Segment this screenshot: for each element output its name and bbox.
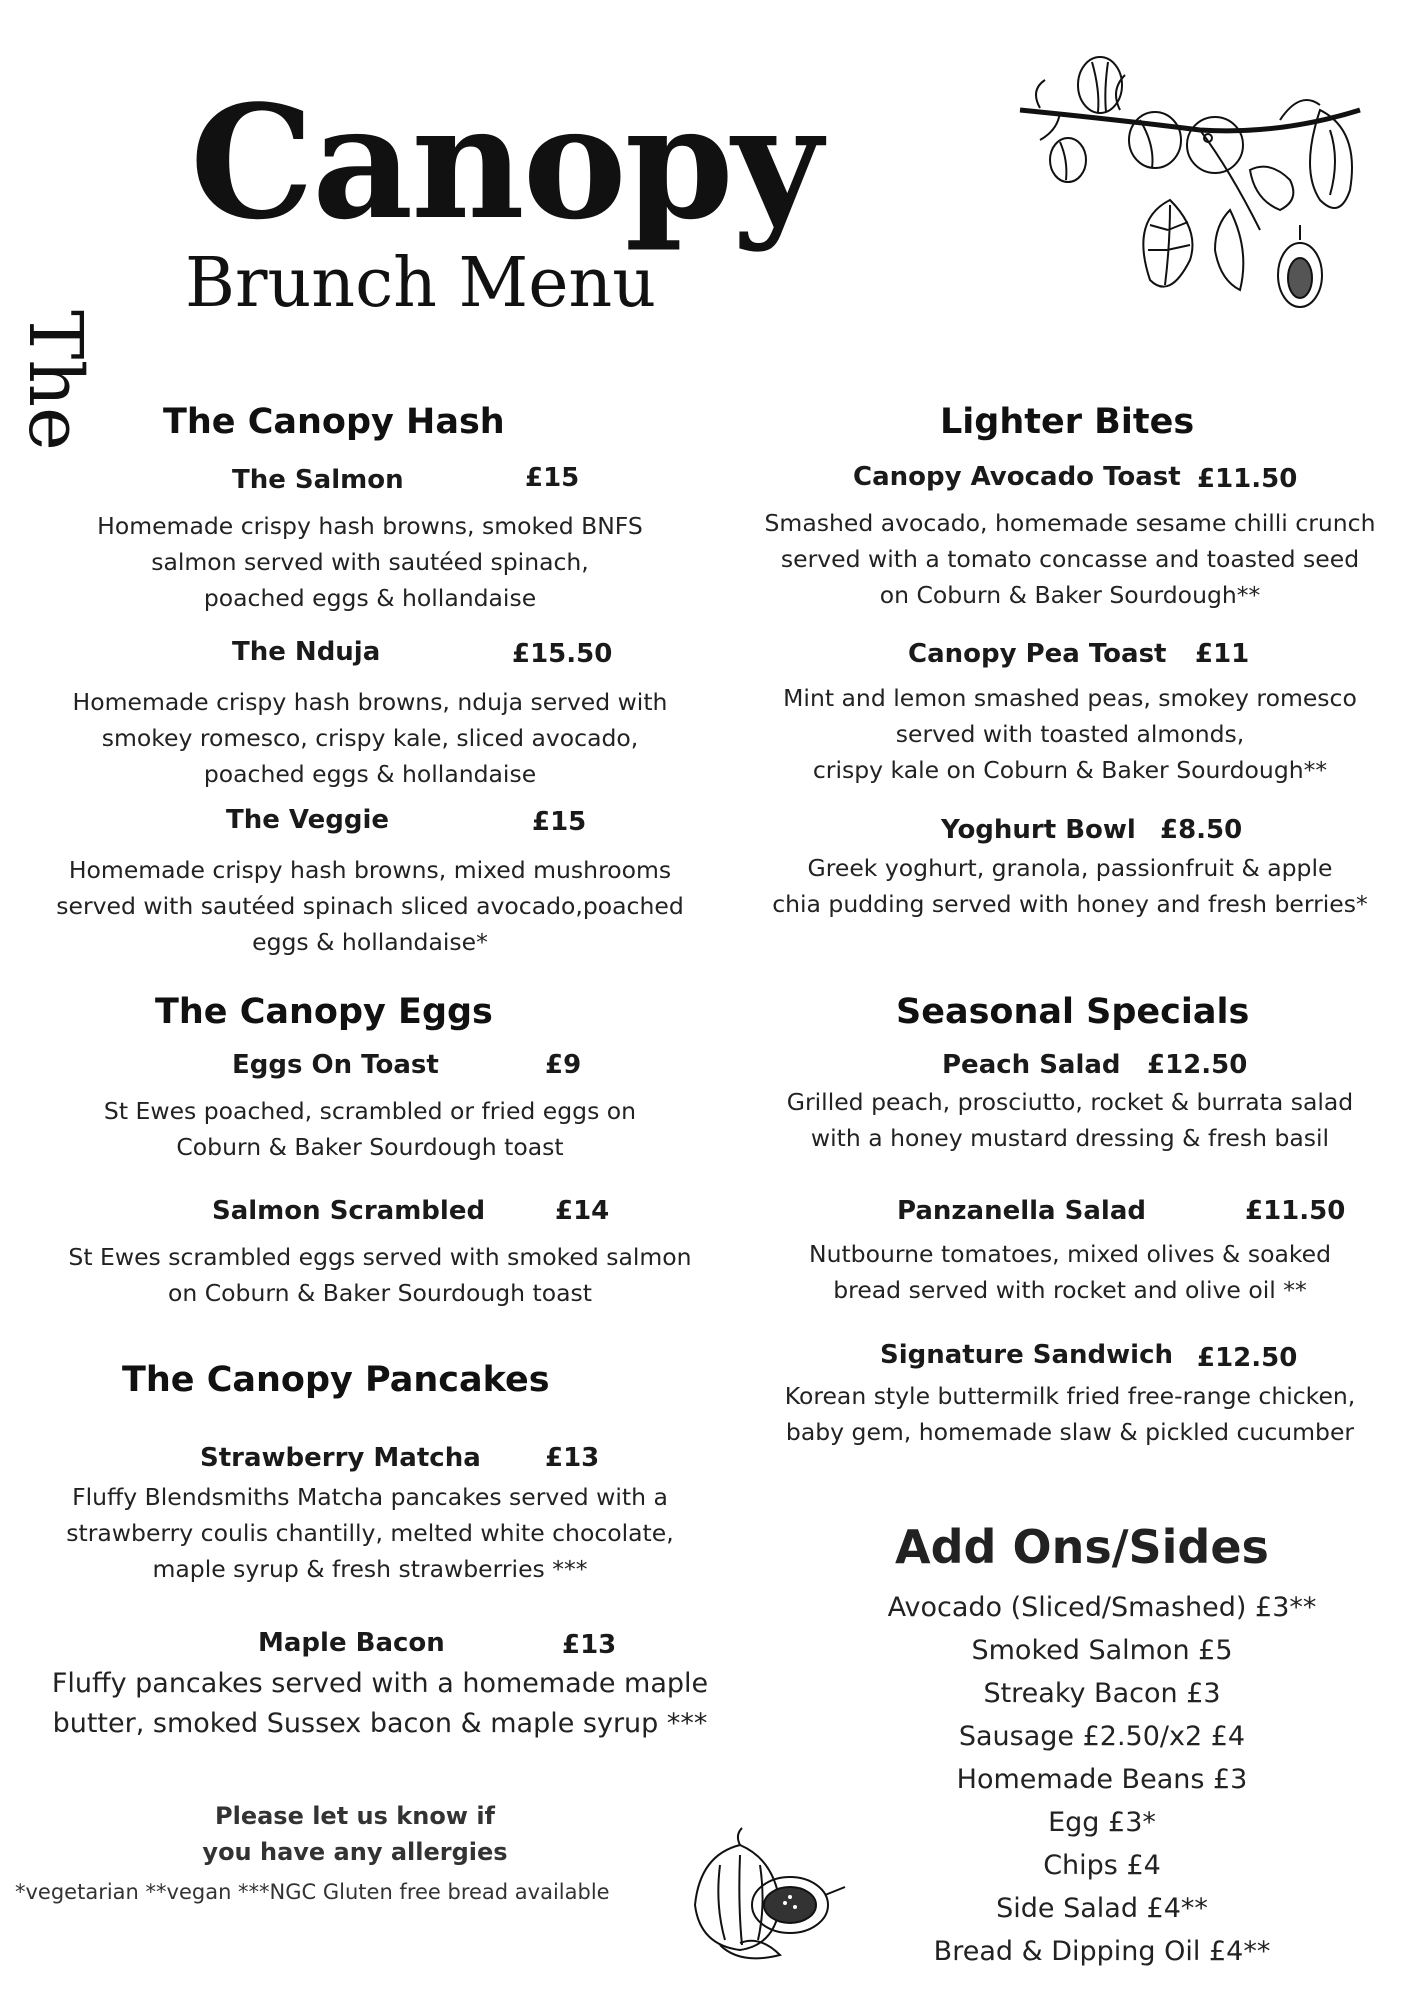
menu-item-desc: Homemade crispy hash browns, smoked BNFS salmon served with sautéed spinach, poached eggs & hollandaise [97,512,643,612]
menu-item-desc: Greek yoghurt, granola, passionfruit & apple chia pudding served with honey and fresh berries* [772,854,1368,918]
addon-item: Streaky Bacon £3 [983,1678,1221,1709]
menu-item-name: Salmon Scrambled [212,1196,486,1226]
menu-item-price: £11.50 [1245,1196,1346,1226]
menu-item-desc: Smashed avocado, homemade sesame chilli crunch served with a tomato concasse and toasted seed on Coburn & Baker Sourdough** [764,509,1376,609]
menu-item-price: £9 [545,1050,582,1080]
menu-item-desc: Fluffy Blendsmiths Matcha pancakes served with a strawberry coulis chantilly, melted white chocolate, maple syrup & fresh strawberries *** [66,1483,674,1583]
menu-item-desc: Fluffy pancakes served with a homemade maple butter, smoked Sussex bacon & maple syrup *** [51,1668,709,1739]
addon-item: Egg £3* [1048,1807,1156,1838]
menu-item-price: £13 [562,1630,617,1660]
title-the: The [12,310,98,451]
menu-item-desc: Mint and lemon smashed peas, smokey romesco served with toasted almonds, crispy kale on Coburn & Baker Sourdough** [783,684,1357,784]
addon-item: Side Salad £4** [996,1893,1208,1924]
addon-item: Homemade Beans £3 [956,1764,1248,1795]
menu-item-price: £15 [532,807,587,837]
menu-item-price: £15.50 [512,639,613,669]
addon-item: Sausage £2.50/x2 £4 [958,1721,1246,1752]
addon-item: Smoked Salmon £5 [971,1635,1233,1666]
menu-item-price: £8.50 [1160,815,1243,845]
menu-item-name: The Salmon [232,465,404,495]
section-title-seasonal: Seasonal Specials [896,992,1250,1032]
dietary-footnote: *vegetarian **vegan ***NGC Gluten free bread available [15,1880,610,1904]
section-title-lighter-bites: Lighter Bites [940,402,1195,442]
menu-item-name: Peach Salad [942,1050,1121,1080]
menu-item-name: The Nduja [232,637,381,667]
fig-branch-illustration [1000,50,1390,330]
menu-item-price: £15 [525,463,580,493]
menu-item-name: Panzanella Salad [897,1196,1146,1226]
menu-item-desc: Korean style buttermilk fried free-range chicken, baby gem, homemade slaw & pickled cucumber [784,1382,1356,1446]
menu-item-price: £13 [545,1443,600,1473]
menu-item-name: Canopy Avocado Toast [853,462,1181,492]
menu-item-price: £14 [555,1196,610,1226]
section-title-addons: Add Ons/Sides [895,1520,1269,1574]
menu-item-desc: Homemade crispy hash browns, mixed mushrooms served with sautéed spinach sliced avocado,poached eggs & hollandaise* [56,856,684,956]
menu-item-desc: St Ewes scrambled eggs served with smoked salmon on Coburn & Baker Sourdough toast [68,1243,692,1307]
addon-item: Avocado (Sliced/Smashed) £3** [887,1592,1317,1623]
addon-item: Chips £4 [1043,1850,1161,1881]
menu-item-desc: Nutbourne tomatoes, mixed olives & soaked bread served with rocket and olive oil ** [809,1240,1331,1304]
menu-item-name: Canopy Pea Toast [908,639,1167,669]
page-subtitle: Brunch Menu [185,244,657,323]
menu-item-name: Strawberry Matcha [200,1443,481,1473]
menu-item-price: £11 [1195,639,1250,669]
section-title-pancakes: The Canopy Pancakes [122,1360,550,1400]
menu-item-desc: Homemade crispy hash browns, nduja served with smokey romesco, crispy kale, sliced avocado, poached eggs & hollandaise [72,688,668,788]
menu-item-price: £11.50 [1197,464,1298,494]
menu-item-name: Eggs On Toast [232,1050,439,1080]
section-title-eggs: The Canopy Eggs [155,992,493,1032]
menu-item-name: Maple Bacon [258,1628,445,1658]
menu-item-desc: Grilled peach, prosciutto, rocket & burrata salad with a honey mustard dressing & fresh basil [786,1088,1354,1152]
menu-item-price: £12.50 [1197,1343,1298,1373]
menu-item-desc: St Ewes poached, scrambled or fried eggs on Coburn & Baker Sourdough toast [103,1097,637,1161]
menu-item-name: The Veggie [226,805,390,835]
allergy-note: Please let us know if you have any allergies [202,1802,508,1866]
menu-item-name: Signature Sandwich [880,1340,1173,1370]
menu-item-price: £12.50 [1147,1050,1248,1080]
section-title-hash: The Canopy Hash [163,402,505,442]
addon-item: Bread & Dipping Oil £4** [933,1936,1271,1967]
fig-fruit-illustration [680,1825,850,1965]
page-title: Canopy [190,71,821,254]
menu-item-name: Yoghurt Bowl [941,815,1136,845]
